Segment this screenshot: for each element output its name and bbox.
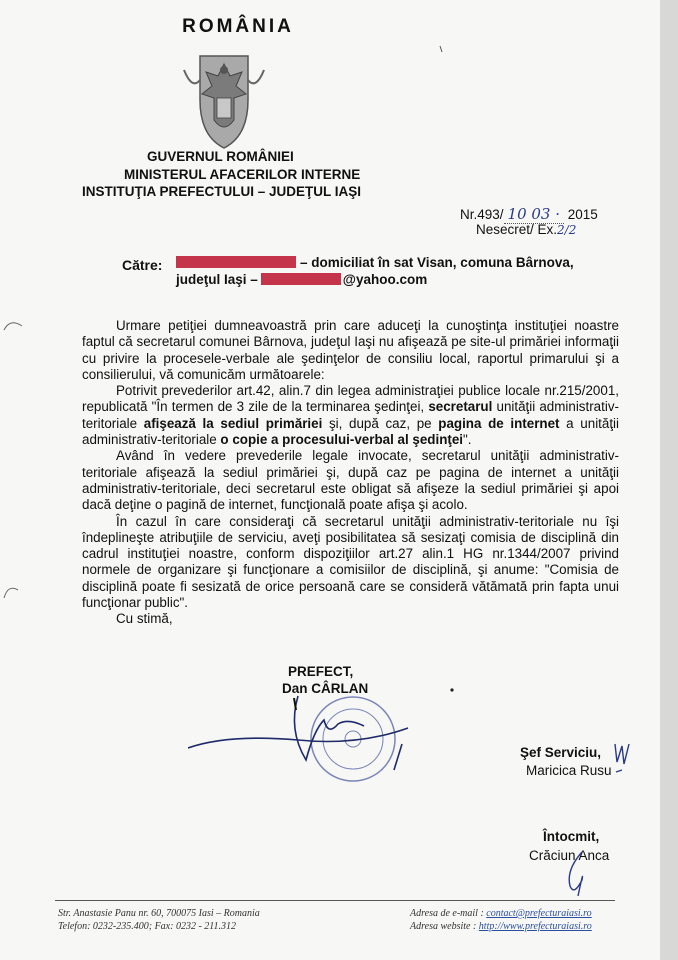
recipient-label: Către:: [122, 257, 163, 273]
closing-salutation: Cu stimă,: [116, 611, 173, 627]
chief-name: Maricica Rusu: [526, 763, 612, 778]
page-edge: [660, 0, 678, 960]
prepared-name: Crăciun Anca: [529, 848, 610, 863]
redacted-email: [261, 273, 341, 285]
registration-year: 2015: [567, 207, 598, 222]
institution-heading: INSTITUŢIA PREFECTULUI – JUDEŢUL IAŞI: [82, 184, 362, 199]
paragraph-conclusion: Având în vedere prevederile legale invocate, secretarul unităţii administrativ-teritoriale afişează la sediul primăriei şi, după caz pe pagina de internet a unităţii administrativ-teritoriale, deci secretarul este obligat să afişeze la sediul primăriei şi apoi dacă deţine o pagină de internet, funcţională poate afişa şi acolo.: [82, 448, 619, 513]
recipient-line-1: [176, 255, 574, 270]
government-heading: GUVERNUL ROMÂNIEI: [147, 149, 294, 164]
recipient-line-2: [176, 272, 427, 287]
email-link[interactable]: contact@prefecturaiasi.ro: [486, 908, 592, 919]
redacted-name: [176, 256, 296, 268]
letter-body: [82, 318, 619, 628]
prepared-initials-icon: [556, 850, 596, 900]
handwritten-copy-number: 2/2: [557, 223, 577, 237]
recipient-county: judeţul Iaşi –: [176, 272, 258, 287]
classification-label: Nesecret/ Ex.: [476, 222, 558, 237]
footer-address: Str. Anastasie Panu nr. 60, 700075 Iasi – Romania: [58, 908, 260, 919]
footer-phone: Telefon: 0232-235.400; Fax: 0232 - 211.312: [58, 921, 237, 932]
registration-number: [460, 205, 598, 223]
footer-email: Adresa de e-mail : contact@prefecturaiasi.ro: [410, 908, 592, 919]
prepared-title: Întocmit,: [543, 829, 600, 844]
chief-title: Şef Serviciu,: [520, 745, 602, 760]
prefect-name: Dan CÂRLAN: [282, 681, 369, 696]
classification: [476, 222, 576, 237]
ministry-heading: MINISTERUL AFACERILOR INTERNE: [124, 167, 361, 182]
country-heading: ROMÂNIA: [182, 16, 294, 37]
prefect-signature-icon: [188, 690, 428, 780]
coat-of-arms-icon: [180, 50, 268, 150]
registration-prefix: Nr.493/: [460, 207, 504, 222]
footer-divider: [55, 900, 615, 901]
paragraph-discipline: În cazul în care consideraţi că secretarul unităţii administrativ-teritoriale nu îşi îndeplineşte atribuţiile de serviciu, aveţi posibilitatea să sesizaţi comisia de disciplină din cadrul instituţiei noastre, conform dispoziţiilor art.27 alin.1 HG nr.1344/2007 privind normele de organizare şi funcţionare a comisiilor de disciplină, şi anume: "Comisia de disciplină poate fi sesizată de orice persoană care se consideră vătămată prin fapta unui funcţionar public".: [82, 513, 619, 611]
paragraph-petition: Urmare petiţiei dumneavoastră prin care aduceţi la cunoştinţa instituţiei noastre faptul că secretarul comunei Bârnova, judeţul Iaşi nu afişează pe site-ul primăriei informaţii cu privire la procesele-verbale ale şedinţelor de consiliu local, raportul primarului şi a consilierului, vă comunicăm următoarele:: [82, 318, 619, 382]
recipient-address: – domiciliat în sat Visan, comuna Bârnova,: [300, 255, 574, 270]
paragraph-law: Potrivit prevederilor art.42, alin.7 din legea administraţiei publice locale nr.215/2001, republicată "În termen de 3 zile de la terminarea şedinţei, secretarul unităţii administrativ-teritoriale afişează la sediul primăriei şi, după caz, pe pagina de internet a unităţii administrativ-teritoriale o copie a procesului-verbal al şedinţei".: [82, 383, 620, 448]
recipient-email-domain: @yahoo.com: [342, 272, 428, 287]
prefect-title: PREFECT,: [288, 664, 354, 679]
footer-website: Adresa website : http://www.prefecturaiasi.ro: [410, 921, 592, 932]
chief-initials-icon: [612, 740, 632, 776]
website-link[interactable]: http://www.prefecturaiasi.ro: [478, 921, 592, 932]
handwritten-date: 10 03 ·: [504, 205, 564, 224]
